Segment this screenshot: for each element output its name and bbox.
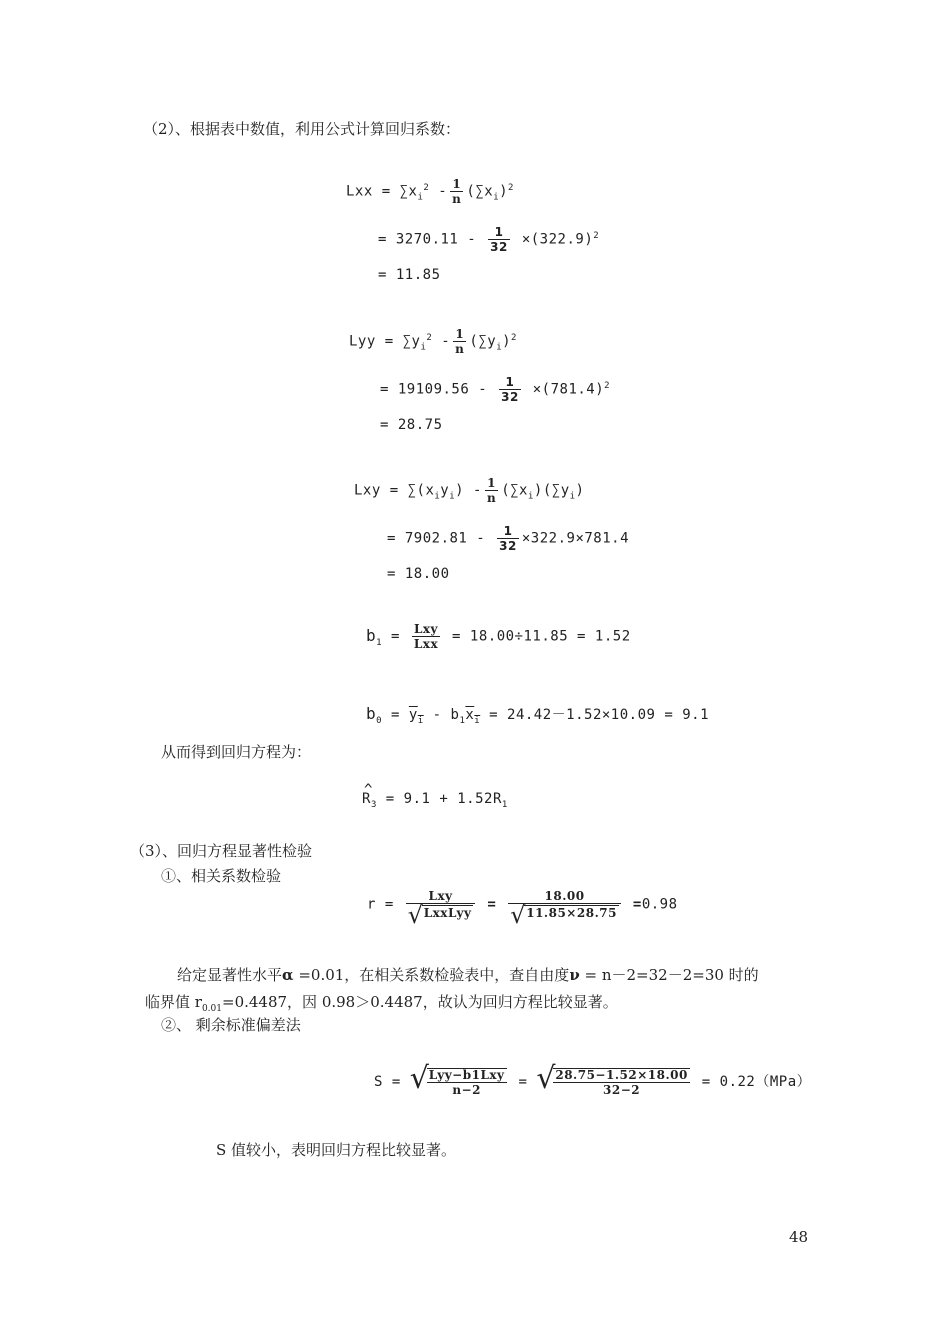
page-number: 48 — [789, 1228, 809, 1246]
lyy-value-a: 19109.56 — [397, 381, 470, 398]
lxx-formula-line2: = 3270.11 - $\frac{1}{32}$ $\times(322.9)^2$ — [378, 225, 600, 254]
s-den1: n−2 — [452, 1083, 481, 1097]
lyy-formula-line1: Lyy = $\sum y_i^2$ - $\frac{1}{n}$ $(\sum y_i)^2$ — [349, 327, 517, 356]
para1-line2-a: 临界值 r — [145, 993, 202, 1011]
s-result: = 0.22（MPa） — [701, 1074, 812, 1090]
lxx-value-a: 3270.11 — [395, 231, 459, 248]
sub1-heading: ①、相关系数检验 — [161, 867, 282, 885]
sub2-heading: ②、 剩余标准偏差法 — [161, 1016, 301, 1034]
para1-line1-c: = n－2=32－2=30 时的 — [584, 966, 759, 984]
para1-line2-b: =0.4487，因 0.98＞0.4487，故认为回归方程比较显著。 — [222, 993, 618, 1011]
s-num2: 28.75−1.52×18.00 — [555, 1068, 688, 1082]
b0-rest: = 24.42－1.52×10.09 = 9.1 — [489, 707, 710, 723]
r-result: 0.98 — [641, 896, 678, 913]
r-num2: 18.00 — [544, 889, 585, 903]
b1-numerator: Lxy — [412, 623, 440, 637]
section3-heading: （3）、回归方程显著性检验 — [130, 842, 313, 860]
b0-formula: $b_0 = y_i - b_1x_i = 24.42-1.52\times 10.09 = 9.1$ — [366, 704, 710, 727]
lxx-result: 11.85 — [395, 267, 441, 283]
para1-line1-a: 给定显著性水平 — [177, 966, 283, 984]
lxy-formula-line2: = 7902.81 - $\frac{1}{32}$ ×322.9×781.4 — [387, 524, 630, 553]
r-test-formula: r = Lxy √ LxxLyy = 18.00 √ 11.85×28.75 =0.98 — [367, 889, 678, 929]
lyy-formula-line2: = 19109.56 - $\frac{1}{32}$ $\times(781.4)^2$ — [380, 375, 611, 404]
lxx-value-b: ×(322.9) — [521, 231, 594, 248]
conclusion: S 值较小，表明回归方程比较显著。 — [216, 1141, 457, 1159]
lyy-lhs: Lyy — [349, 333, 376, 350]
para1-line1-b: =0.01，在相关系数检验表中，查自由度 — [298, 966, 570, 984]
lxy-lhs: Lxy — [354, 482, 381, 499]
lxy-formula-line1: Lxy = $\sum(x_iy_i)$ - $\frac{1}{n}$ $(\sum x_i)(\sum y_i)$ — [354, 476, 585, 505]
regression-equation: ^ $R_3 = 9.1 + 1.52R_1$ — [362, 791, 508, 807]
lxy-result: 18.00 — [404, 566, 450, 582]
para1-line2: 临界值 $r_{0.01}=0.4487$，因 0.98＞0.4487，故认为回归方程比较显著。 — [145, 993, 618, 1014]
lyy-result: 28.75 — [397, 417, 443, 433]
b1-formula: $b_1$ = $\frac{\text{Lxy}}{\text{Lxx}}$ = 18.00÷11.85 = 1.52 — [366, 622, 631, 651]
s-num1: Lyy−b1Lxy — [428, 1068, 505, 1082]
lyy-value-b: ×(781.4) — [532, 381, 605, 398]
r-den2: 11.85×28.75 — [526, 906, 617, 920]
lyy-result-line: = 28.75 — [380, 417, 443, 433]
lxy-value-a: 7902.81 — [404, 530, 468, 547]
r-num1: Lxy — [428, 889, 453, 903]
s-test-formula: S = √ $\frac{\text{Lyy−b1Lxy}}{n-2}$ = √ $\frac{28.75-1.52\times 18.00}{32-2}$ = 0.22（MPa） — [374, 1061, 812, 1097]
b1-denominator: Lxx — [413, 637, 439, 651]
regression-intro: 从而得到回归方程为： — [161, 743, 312, 761]
regression-eq-rest: = 9.1 + 1.52R — [385, 791, 502, 807]
lxx-result-line: = 11.85 — [378, 267, 441, 283]
lxy-value-b: ×322.9×781.4 — [521, 530, 630, 547]
para1-line1: 给定显著性水平α =0.01，在相关系数检验表中，查自由度ν = n－2=32－2=30 时的 — [177, 966, 759, 984]
s-den2: 32−2 — [603, 1083, 641, 1097]
lxx-lhs: Lxx — [346, 183, 373, 200]
section2-heading: （2）、根据表中数值，利用公式计算回归系数： — [143, 120, 461, 138]
b1-rest: 18.00÷11.85 = 1.52 — [469, 628, 631, 645]
lxx-formula-line1: Lxx = $\sum x_i^2$ - $\frac{1}{n}$ $(\sum x_i)^2$ — [346, 177, 514, 206]
lxy-result-line: = 18.00 — [387, 566, 450, 582]
r-den1: LxxLyy — [423, 906, 472, 920]
